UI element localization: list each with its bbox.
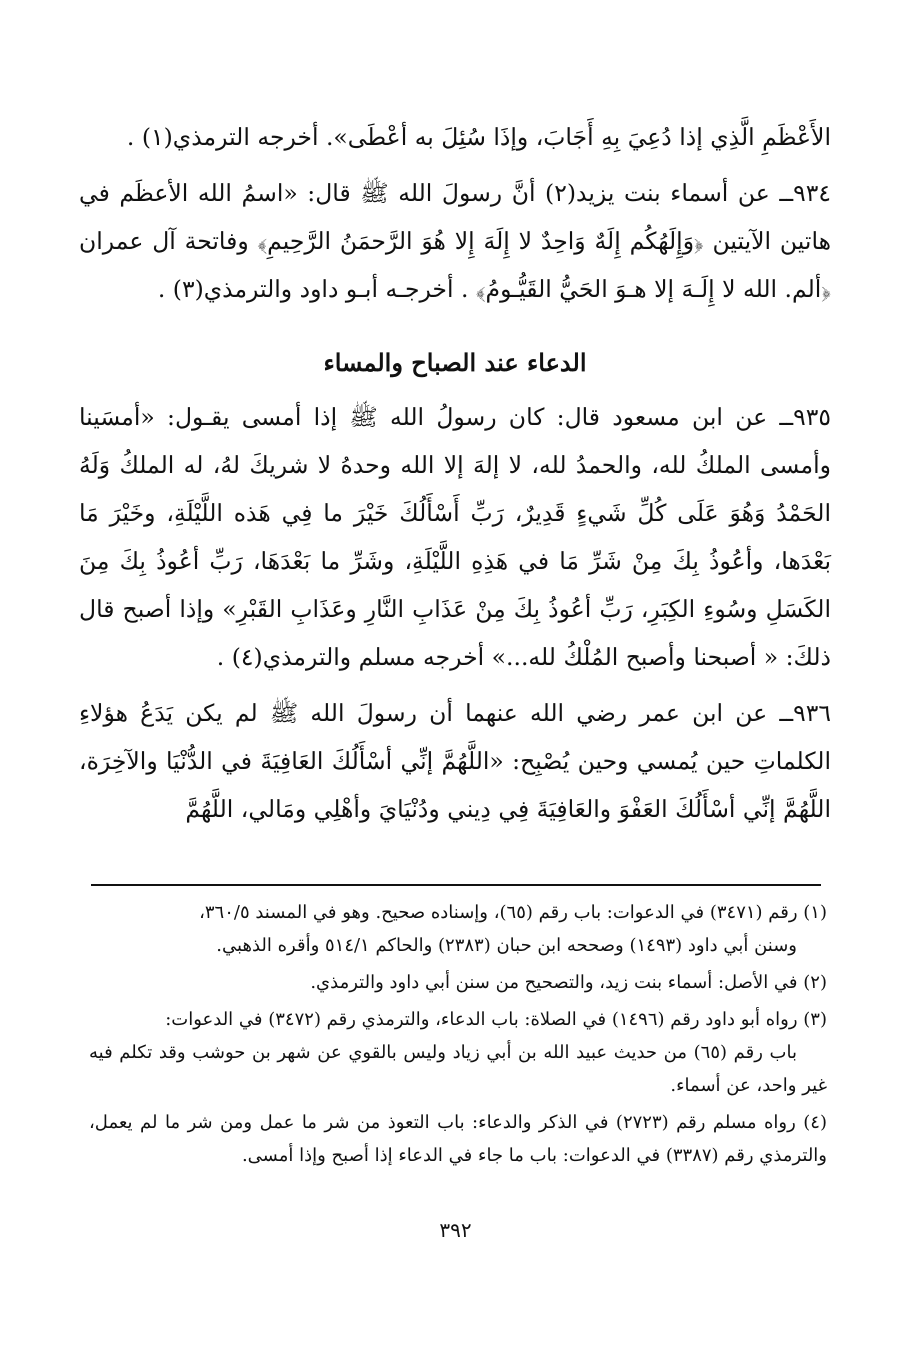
footnote-1-line-2: وسنن أبي داود (١٤٩٣) وصححه ابن حبان (٢٣٨٣) والحاكم ٥١٤/١ وأقره الذهبي. <box>216 935 797 956</box>
paragraph-1: الأَعْظَمِ الَّذِي إذا دُعِيَ بِهِ أَجَابَ، وإذَا سُئِلَ به أعْطَى». أخرجه الترمذي(١) . <box>126 123 831 151</box>
footnote-divider <box>91 884 821 886</box>
hadith-934: ٩٣٤ــ عن أسماء بنت يزيد(٢) أنَّ رسولَ الله ﷺ قال: «اسمُ الله الأعظَم في هاتين الآيتين ﴿وَإِلَهُكُم إِلَهٌ وَاحِدٌ لا إِلَهَ إِلا هُوَ الرَّحمَنُ الرَّحِيمِ﴾ وفاتحة آل عمران ﴿ألم. الله لا إِلَـهَ إلا هـوَ الحَيُّ القَيُّـومُ﴾ . أخرجـه أبـو داود والترمذي(٣) . <box>79 179 831 303</box>
hadith-935: ٩٣٥ــ عن ابن مسعود قال: كان رسولُ الله ﷺ إذا أمسى يقـول: «أمسَينا وأمسى الملكُ لله، والحمدُ لله، لا إلهَ إلا الله وحدهُ لا شريكَ لهُ، له الملكُ وَلَهُ الحَمْدُ وَهُوَ عَلَى كُلِّ شَيءٍ قَدِيرٌ، رَبِّ أَسْأَلُكَ خَيْرَ ما فِي هَذه اللَّيْلَةِ، وخَيْرَ مَا بَعْدَها، وأعُوذُ بِكَ مِنْ شَرِّ مَا في هَذِهِ اللَّيْلَةِ، وشَرِّ ما بَعْدَهَا، رَبِّ أعُوذُ بِكَ مِنَ الكَسَلِ وسُوءِ الكِبَرِ، رَبِّ أعُوذُ بِكَ مِنْ عَذَابِ النَّارِ وعَذَابِ القَبْرِ» وإذا أصبح قال ذلكَ: « أصبحنا وأصبح المُلْكُ لله...» أخرجه مسلم والترمذي(٤) . <box>79 403 831 671</box>
footnotes <box>89 896 827 1176</box>
footnote-3-line-2: باب رقم (٦٥) من حديث عبيد الله بن أبي زياد وليس بالقوي عن شهر بن حوشب وقد تكلم فيه غير واحد، عن أسماء. <box>89 1042 827 1096</box>
hadith-936: ٩٣٦ــ عن ابن عمر رضي الله عنهما أن رسولَ الله ﷺ لم يكن يَدَعُ هؤلاءِ الكلماتِ حين يُمسي وحين يُصْبِح: «اللَّهُمَّ إنِّي أسْأَلُكَ العَافِيَةَ في الدُّنْيَا والآخِرَة، اللَّهُمَّ إنِّي أسْأَلُكَ العَفْوَ والعَافِيَةَ فِي دِيني ودُنْيَايَ وأهْلِي ومَالي، اللَّهُمَّ <box>79 699 831 823</box>
footnote-4: (٤) رواه مسلم رقم (٢٧٢٣) في الذكر والدعاء: باب التعوذ من شر ما عمل ومن شر ما لم يعمل، والترمذي رقم (٣٣٨٧) في الدعوات: باب ما جاء في الدعاء إذا أصبح وإذا أمسى. <box>89 1112 827 1166</box>
main-text <box>79 113 831 833</box>
footnote-3 <box>89 1003 827 1102</box>
footnote-1 <box>89 896 827 962</box>
footnote-1-line-1: (١) رقم (٣٤٧١) في الدعوات: باب رقم (٦٥)، وإسناده صحيح. وهو في المسند ٣٦٠/٥، <box>199 902 827 923</box>
footnote-2: (٢) في الأصل: أسماء بنت زيد، والتصحيح من سنن أبي داود والترمذي. <box>310 972 827 993</box>
section-heading: الدعاء عند الصباح والمساء <box>323 348 587 377</box>
footnote-3-line-1: (٣) رواه أبو داود رقم (١٤٩٦) في الصلاة: باب الدعاء، والترمذي رقم (٣٤٧٢) في الدعوات: <box>165 1009 827 1030</box>
page-number: ٣٩٢ <box>439 1218 472 1242</box>
